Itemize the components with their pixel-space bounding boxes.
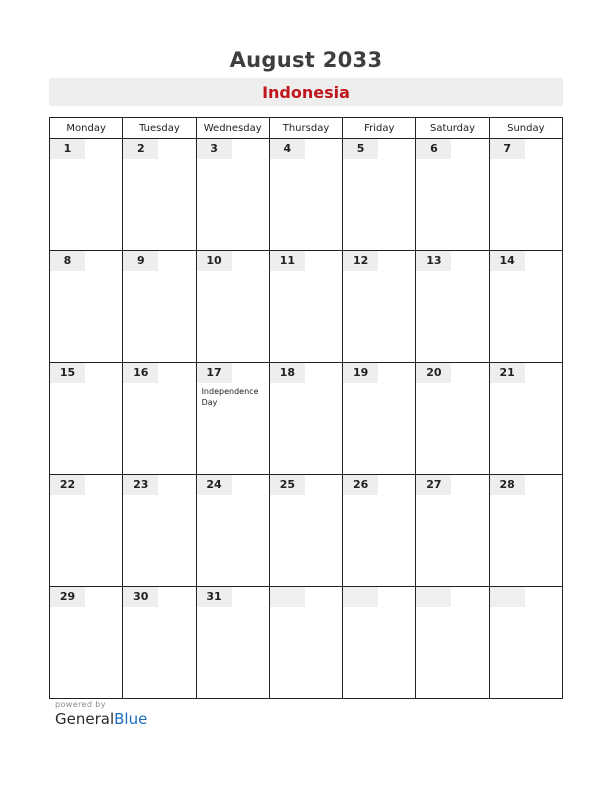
day-cell bbox=[269, 139, 342, 251]
day-cell bbox=[269, 251, 342, 363]
day-cell bbox=[416, 363, 489, 475]
day-cell bbox=[489, 475, 562, 587]
week-row bbox=[50, 587, 563, 699]
day-cell bbox=[123, 475, 196, 587]
day-number: 10 bbox=[197, 251, 232, 271]
day-number: 5 bbox=[343, 139, 378, 159]
day-cell bbox=[343, 475, 416, 587]
generalblue-logo[interactable] bbox=[55, 710, 147, 728]
holiday-label: Independence Day bbox=[201, 387, 259, 407]
day-number: 16 bbox=[123, 363, 158, 383]
weekday-header: Friday bbox=[343, 118, 416, 139]
weekday-header: Tuesday bbox=[123, 118, 196, 139]
day-number: 26 bbox=[343, 475, 378, 495]
day-number: 19 bbox=[343, 363, 378, 383]
day-cell bbox=[123, 587, 196, 699]
day-number: 27 bbox=[416, 475, 451, 495]
day-cell bbox=[489, 363, 562, 475]
day-cell bbox=[50, 363, 123, 475]
day-cell bbox=[416, 139, 489, 251]
week-row bbox=[50, 251, 563, 363]
day-number: 18 bbox=[270, 363, 305, 383]
day-cell bbox=[343, 251, 416, 363]
day-cell bbox=[196, 251, 269, 363]
day-cell bbox=[416, 587, 489, 699]
day-number: 21 bbox=[490, 363, 525, 383]
day-cell bbox=[50, 587, 123, 699]
day-number bbox=[270, 587, 305, 607]
weekday-header: Monday bbox=[50, 118, 123, 139]
day-number: 28 bbox=[490, 475, 525, 495]
day-cell bbox=[123, 363, 196, 475]
day-number: 11 bbox=[270, 251, 305, 271]
day-cell bbox=[343, 587, 416, 699]
day-number: 12 bbox=[343, 251, 378, 271]
day-number: 3 bbox=[197, 139, 232, 159]
day-number: 23 bbox=[123, 475, 158, 495]
day-number: 13 bbox=[416, 251, 451, 271]
day-cell bbox=[416, 251, 489, 363]
country-name: Indonesia bbox=[262, 83, 350, 102]
day-number: 29 bbox=[50, 587, 85, 607]
brand-general-text: General bbox=[55, 710, 115, 728]
day-number: 24 bbox=[197, 475, 232, 495]
weekday-header: Saturday bbox=[416, 118, 489, 139]
day-number: 4 bbox=[270, 139, 305, 159]
week-row bbox=[50, 363, 563, 475]
day-cell bbox=[489, 587, 562, 699]
day-cell bbox=[196, 587, 269, 699]
day-number: 22 bbox=[50, 475, 85, 495]
day-cell bbox=[50, 139, 123, 251]
day-cell bbox=[123, 139, 196, 251]
day-cell bbox=[196, 363, 269, 475]
day-number: 9 bbox=[123, 251, 158, 271]
day-cell bbox=[269, 363, 342, 475]
day-cell bbox=[343, 363, 416, 475]
week-row bbox=[50, 475, 563, 587]
day-number: 31 bbox=[197, 587, 232, 607]
day-number: 2 bbox=[123, 139, 158, 159]
week-row bbox=[50, 139, 563, 251]
day-number: 14 bbox=[490, 251, 525, 271]
day-number: 17 bbox=[197, 363, 232, 383]
day-cell bbox=[50, 251, 123, 363]
day-number: 30 bbox=[123, 587, 158, 607]
weekday-header-row bbox=[50, 118, 563, 139]
day-cell bbox=[269, 587, 342, 699]
day-number: 25 bbox=[270, 475, 305, 495]
powered-by-text: powered by bbox=[55, 700, 106, 709]
calendar-grid bbox=[49, 117, 563, 699]
weekday-header: Wednesday bbox=[196, 118, 269, 139]
day-cell bbox=[123, 251, 196, 363]
page-title: August 2033 bbox=[229, 48, 383, 72]
day-cell bbox=[416, 475, 489, 587]
day-number: 6 bbox=[416, 139, 451, 159]
day-number bbox=[343, 587, 378, 607]
day-cell bbox=[269, 475, 342, 587]
weekday-header: Sunday bbox=[489, 118, 562, 139]
country-banner bbox=[49, 78, 563, 106]
day-number bbox=[490, 587, 525, 607]
day-number: 1 bbox=[50, 139, 85, 159]
weekday-header: Thursday bbox=[269, 118, 342, 139]
footer-branding bbox=[55, 700, 147, 728]
day-number: 20 bbox=[416, 363, 451, 383]
day-cell bbox=[489, 139, 562, 251]
day-cell bbox=[50, 475, 123, 587]
day-number: 8 bbox=[50, 251, 85, 271]
day-number: 7 bbox=[490, 139, 525, 159]
brand-blue-text: Blue bbox=[114, 710, 148, 728]
day-cell bbox=[489, 251, 562, 363]
day-number bbox=[416, 587, 451, 607]
day-cell bbox=[196, 475, 269, 587]
day-cell bbox=[196, 139, 269, 251]
day-number: 15 bbox=[50, 363, 85, 383]
day-cell bbox=[343, 139, 416, 251]
